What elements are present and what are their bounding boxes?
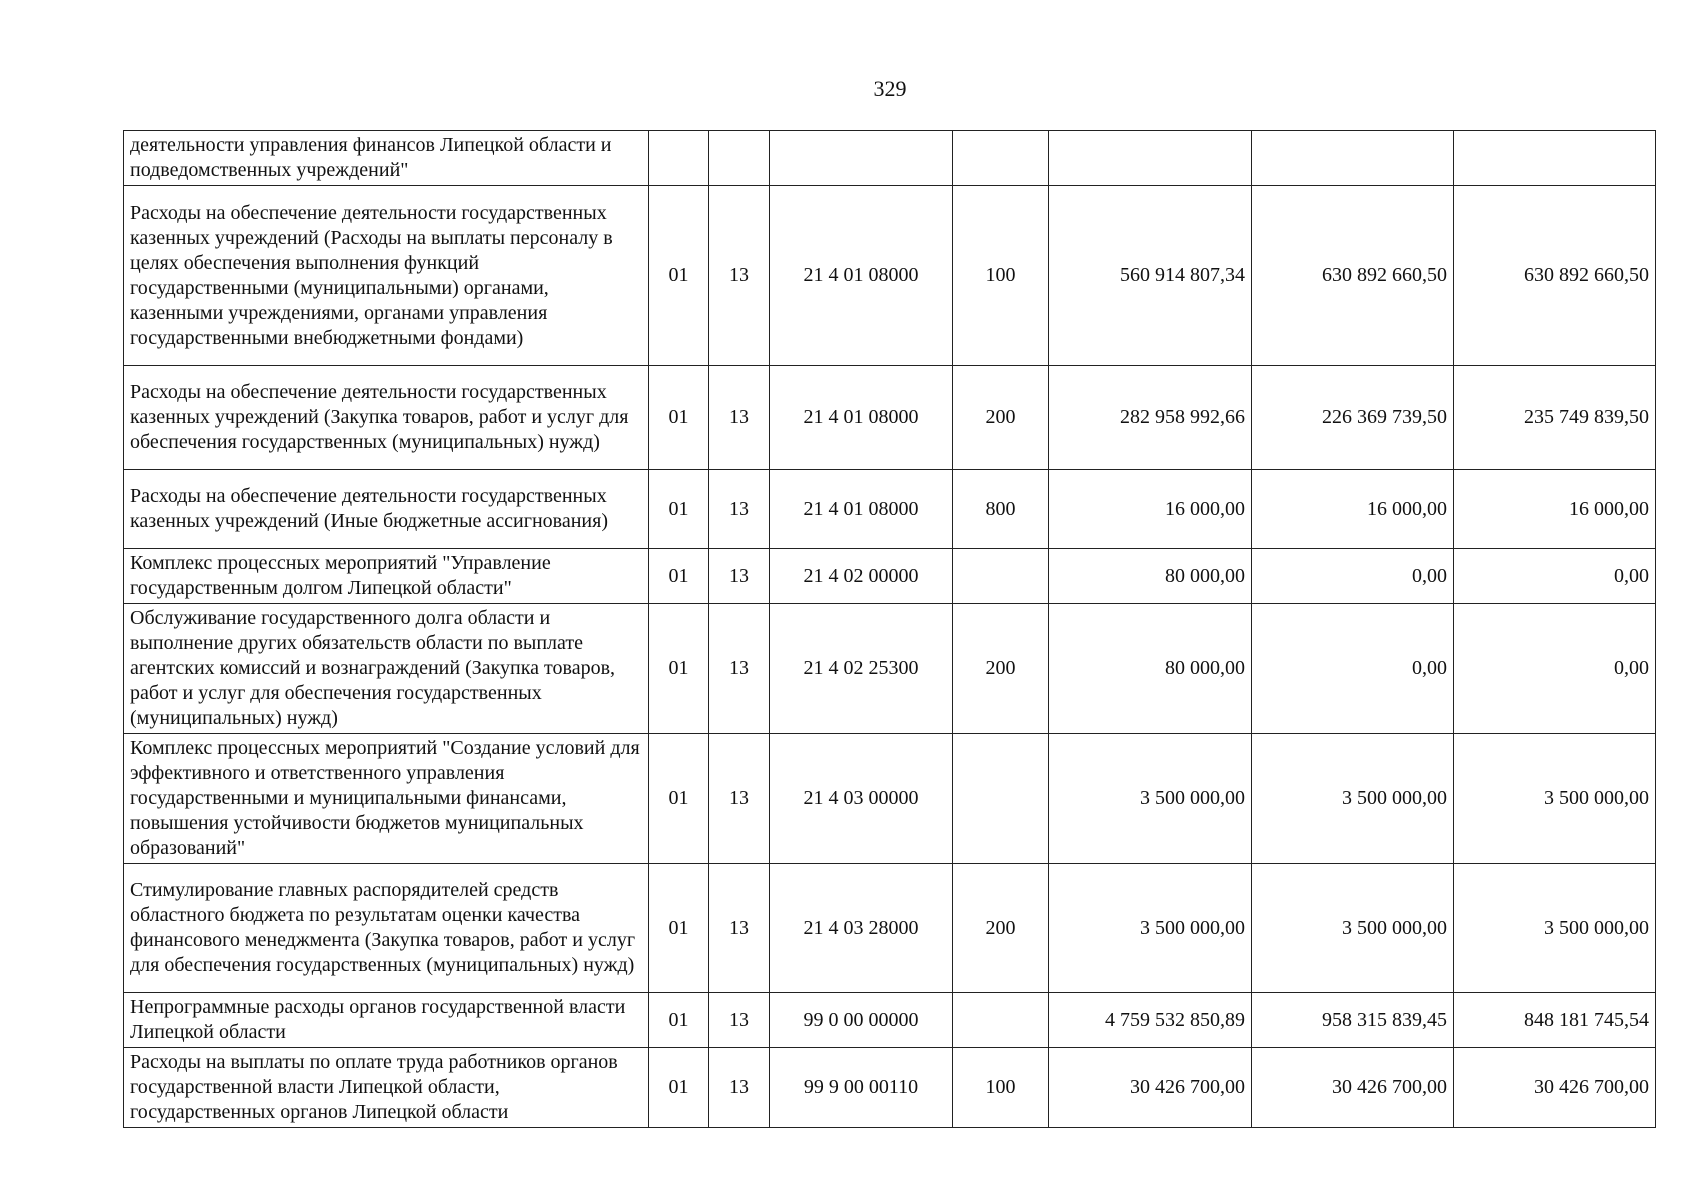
amount-year-2 xyxy=(1252,131,1454,186)
section-code: 01 xyxy=(649,734,709,864)
target-article-code: 21 4 03 28000 xyxy=(770,864,953,993)
expense-type-code: 200 xyxy=(953,604,1049,734)
amount-year-3: 630 892 660,50 xyxy=(1454,186,1656,366)
budget-table-body xyxy=(124,131,1656,1128)
amount-year-2: 0,00 xyxy=(1252,549,1454,604)
subsection-code: 13 xyxy=(709,1048,770,1128)
amount-year-3: 3 500 000,00 xyxy=(1454,864,1656,993)
row-description: деятельности управления финансов Липецкой области и подведомственных учреждений" xyxy=(124,131,649,186)
amount-year-3 xyxy=(1454,131,1656,186)
row-description: Расходы на обеспечение деятельности государственных казенных учреждений (Иные бюджетные ассигнования) xyxy=(124,470,649,549)
target-article-code: 21 4 01 08000 xyxy=(770,186,953,366)
section-code: 01 xyxy=(649,366,709,470)
expense-type-code: 200 xyxy=(953,366,1049,470)
subsection-code: 13 xyxy=(709,734,770,864)
row-description: Стимулирование главных распорядителей средств областного бюджета по результатам оценки качества финансового менеджмента (Закупка товаров, работ и услуг для обеспечения государственных (муниципальных) нужд) xyxy=(124,864,649,993)
section-code: 01 xyxy=(649,470,709,549)
expense-type-code xyxy=(953,131,1049,186)
table-row xyxy=(124,366,1656,470)
amount-year-2: 630 892 660,50 xyxy=(1252,186,1454,366)
target-article-code: 21 4 01 08000 xyxy=(770,366,953,470)
amount-year-1: 3 500 000,00 xyxy=(1049,864,1252,993)
amount-year-1: 560 914 807,34 xyxy=(1049,186,1252,366)
amount-year-1: 4 759 532 850,89 xyxy=(1049,993,1252,1048)
amount-year-3: 16 000,00 xyxy=(1454,470,1656,549)
section-code: 01 xyxy=(649,186,709,366)
amount-year-2: 958 315 839,45 xyxy=(1252,993,1454,1048)
section-code xyxy=(649,131,709,186)
amount-year-1: 80 000,00 xyxy=(1049,604,1252,734)
amount-year-3: 0,00 xyxy=(1454,604,1656,734)
row-description: Расходы на обеспечение деятельности государственных казенных учреждений (Расходы на выплаты персоналу в целях обеспечения выполнения функций государственными (муниципальными) органами, казенными учреждениями, органами управления государственными внебюджетными фондами) xyxy=(124,186,649,366)
row-description: Комплекс процессных мероприятий "Управление государственным долгом Липецкой области" xyxy=(124,549,649,604)
target-article-code: 21 4 01 08000 xyxy=(770,470,953,549)
table-row xyxy=(124,470,1656,549)
target-article-code: 99 0 00 00000 xyxy=(770,993,953,1048)
target-article-code: 99 9 00 00110 xyxy=(770,1048,953,1128)
amount-year-1: 80 000,00 xyxy=(1049,549,1252,604)
target-article-code: 21 4 02 25300 xyxy=(770,604,953,734)
amount-year-3: 3 500 000,00 xyxy=(1454,734,1656,864)
table-row xyxy=(124,993,1656,1048)
subsection-code: 13 xyxy=(709,366,770,470)
expense-type-code: 100 xyxy=(953,1048,1049,1128)
section-code: 01 xyxy=(649,549,709,604)
expense-type-code xyxy=(953,993,1049,1048)
amount-year-1: 3 500 000,00 xyxy=(1049,734,1252,864)
row-description: Расходы на обеспечение деятельности государственных казенных учреждений (Закупка товаров, работ и услуг для обеспечения государственных (муниципальных) нужд) xyxy=(124,366,649,470)
table-row xyxy=(124,549,1656,604)
subsection-code: 13 xyxy=(709,186,770,366)
amount-year-2: 3 500 000,00 xyxy=(1252,734,1454,864)
table-row xyxy=(124,864,1656,993)
section-code: 01 xyxy=(649,864,709,993)
section-code: 01 xyxy=(649,993,709,1048)
amount-year-2: 3 500 000,00 xyxy=(1252,864,1454,993)
amount-year-3: 0,00 xyxy=(1454,549,1656,604)
amount-year-3: 235 749 839,50 xyxy=(1454,366,1656,470)
subsection-code: 13 xyxy=(709,470,770,549)
amount-year-1: 30 426 700,00 xyxy=(1049,1048,1252,1128)
expense-type-code xyxy=(953,734,1049,864)
amount-year-2: 16 000,00 xyxy=(1252,470,1454,549)
expense-type-code xyxy=(953,549,1049,604)
row-description: Расходы на выплаты по оплате труда работников органов государственной власти Липецкой области, государственных органов Липецкой области xyxy=(124,1048,649,1128)
amount-year-2: 30 426 700,00 xyxy=(1252,1048,1454,1128)
row-description: Непрограммные расходы органов государственной власти Липецкой области xyxy=(124,993,649,1048)
subsection-code: 13 xyxy=(709,549,770,604)
target-article-code: 21 4 02 00000 xyxy=(770,549,953,604)
table-row xyxy=(124,131,1656,186)
table-row xyxy=(124,604,1656,734)
table-row xyxy=(124,734,1656,864)
subsection-code xyxy=(709,131,770,186)
table-row xyxy=(124,186,1656,366)
amount-year-1 xyxy=(1049,131,1252,186)
target-article-code: 21 4 03 00000 xyxy=(770,734,953,864)
page-number: 329 xyxy=(873,76,907,101)
subsection-code: 13 xyxy=(709,993,770,1048)
amount-year-2: 226 369 739,50 xyxy=(1252,366,1454,470)
section-code: 01 xyxy=(649,604,709,734)
amount-year-3: 30 426 700,00 xyxy=(1454,1048,1656,1128)
expense-type-code: 200 xyxy=(953,864,1049,993)
expense-type-code: 100 xyxy=(953,186,1049,366)
budget-table xyxy=(123,130,1656,1128)
table-row xyxy=(124,1048,1656,1128)
amount-year-2: 0,00 xyxy=(1252,604,1454,734)
expense-type-code: 800 xyxy=(953,470,1049,549)
subsection-code: 13 xyxy=(709,604,770,734)
amount-year-3: 848 181 745,54 xyxy=(1454,993,1656,1048)
section-code: 01 xyxy=(649,1048,709,1128)
amount-year-1: 282 958 992,66 xyxy=(1049,366,1252,470)
amount-year-1: 16 000,00 xyxy=(1049,470,1252,549)
subsection-code: 13 xyxy=(709,864,770,993)
row-description: Комплекс процессных мероприятий "Создание условий для эффективного и ответственного управления государственными и муниципальными финансами, повышения устойчивости бюджетов муниципальных образований" xyxy=(124,734,649,864)
row-description: Обслуживание государственного долга области и выполнение других обязательств области по выплате агентских комиссий и вознаграждений (Закупка товаров, работ и услуг для обеспечения государственных (муниципальных) нужд) xyxy=(124,604,649,734)
target-article-code xyxy=(770,131,953,186)
